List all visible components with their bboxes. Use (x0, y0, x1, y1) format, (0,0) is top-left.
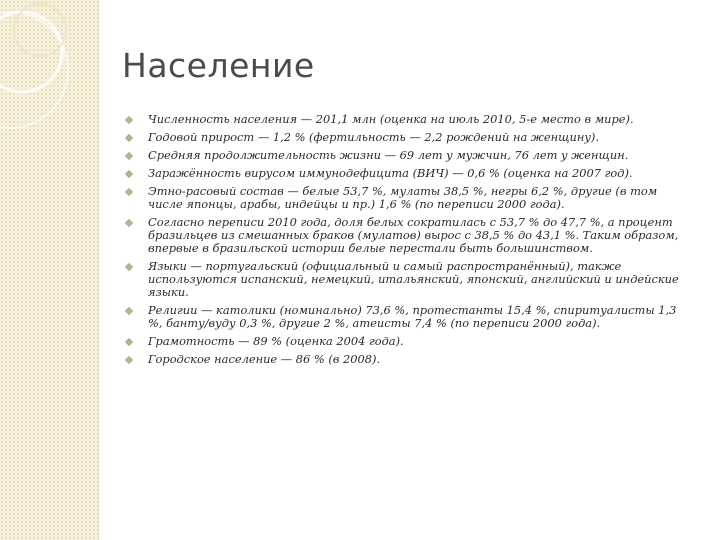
bullet-marker-icon (125, 338, 133, 346)
bullet-marker-icon (125, 134, 133, 142)
decorative-swirl-icon (0, 0, 98, 140)
bullet-literacy (126, 335, 686, 348)
bullet-marker-icon (125, 356, 133, 364)
bullet-text: Заражённость вирусом иммунодефицита (ВИЧ) — 0,6 % (оценка на 2007 год). (148, 166, 633, 180)
bullet-text: Согласно переписи 2010 года, доля белых сократилась с 53,7 % до 47,7 %, а процент бразильцев из смешанных браков (мулатов) вырос с 38,5 % до 43,1 %. Таким образом, впервые в бразильской истории белые перестали быть большинством. (148, 215, 679, 255)
bullet-marker-icon (125, 116, 133, 124)
bullet-life-expectancy (126, 149, 686, 162)
bullet-marker-icon (125, 188, 133, 196)
bullet-languages (126, 260, 686, 299)
bullet-census-2010 (126, 216, 686, 255)
bullet-text: Этно-расовый состав — белые 53,7 %, мулаты 38,5 %, негры 6,2 %, другие (в том числе японцы, арабы, индейцы и пр.) 1,6 % (по переписи 2000 года). (148, 184, 658, 211)
bullet-text: Религии — католики (номинально) 73,6 %, протестанты 15,4 %, спиритуалисты 1,3 %, банту/вуду 0,3 %, другие 2 %, атеисты 7,4 % (по переписи 2000 года). (148, 303, 677, 330)
bullet-ethnic-composition (126, 185, 686, 211)
bullet-marker-icon (125, 170, 133, 178)
bullet-urban-population (126, 353, 686, 366)
decorative-side-panel (0, 0, 98, 540)
bullet-text: Языки — португальский (официальный и самый распространённый), также используются испанский, немецкий, итальянский, японский, английский и индейские языки. (148, 259, 679, 299)
bullet-growth (126, 131, 686, 144)
bullet-marker-icon (125, 152, 133, 160)
bullet-text: Городское население — 86 % (в 2008). (148, 352, 381, 366)
slide-title: Население (122, 46, 315, 85)
bullet-text: Средняя продолжительность жизни — 69 лет у мужчин, 76 лет у женщин. (148, 148, 629, 162)
bullet-marker-icon (125, 263, 133, 271)
bullet-religion (126, 304, 686, 330)
bullet-marker-icon (125, 307, 133, 315)
bullet-text: Грамотность — 89 % (оценка 2004 года). (148, 334, 404, 348)
bullet-marker-icon (125, 219, 133, 227)
bullet-text: Годовой прирост — 1,2 % (фертильность — 2,2 рождений на женщину). (148, 130, 599, 144)
bullet-text: Численность населения — 201,1 млн (оценка на июль 2010, 5-е место в мире). (148, 112, 634, 126)
bullet-population (126, 113, 686, 126)
bullet-hiv (126, 167, 686, 180)
panel-divider (98, 0, 99, 540)
bullet-list (126, 113, 686, 371)
